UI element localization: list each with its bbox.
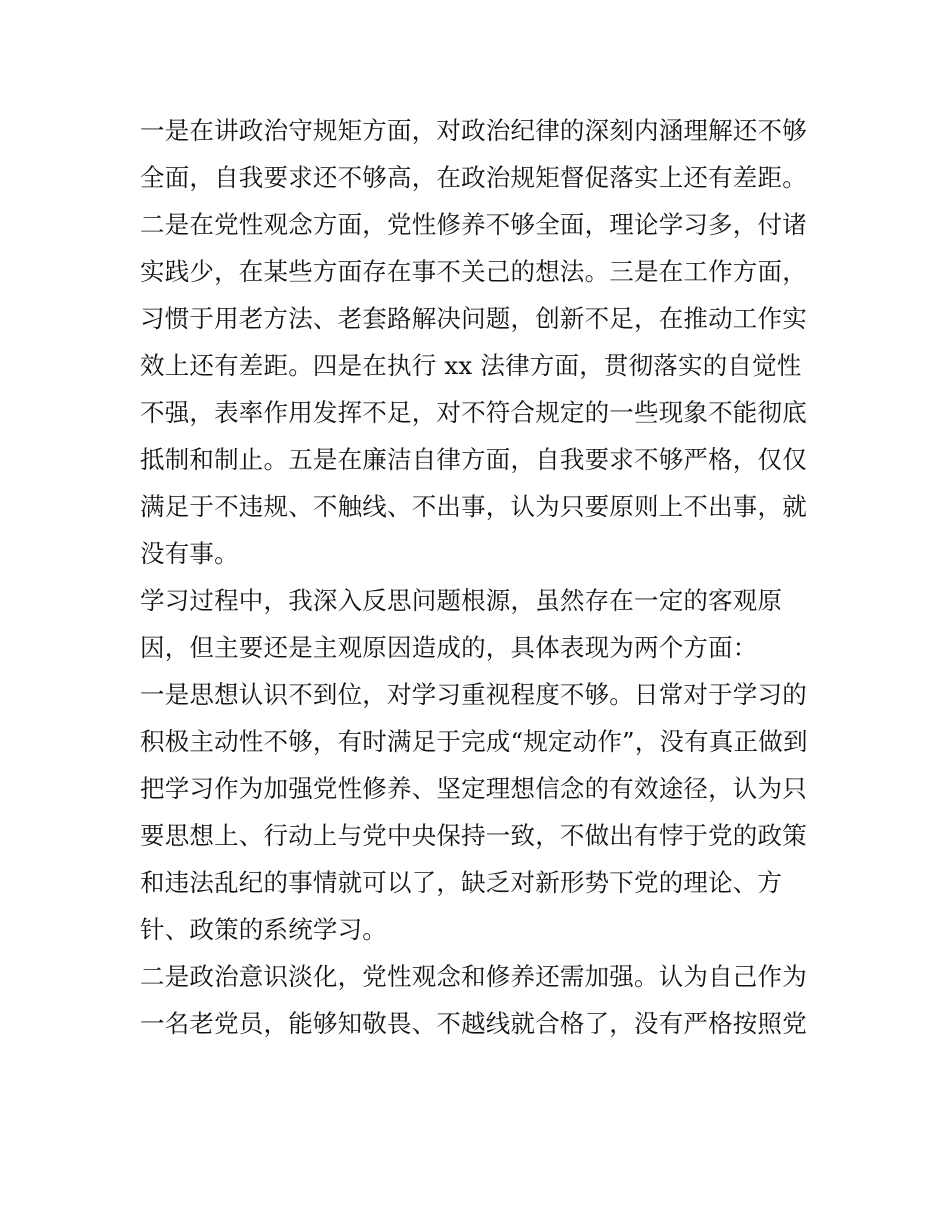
text-line: 没有事。: [140, 539, 239, 568]
text-line: 习惯于用老方法、老套路解决问题，创新不足，在推动工作实: [140, 304, 807, 333]
text-line: 二是政治意识淡化，党性观念和修养还需加强。认为自己作为: [140, 962, 807, 991]
text-line: 和违法乱纪的事情就可以了，缺乏对新形势下党的理论、方: [140, 868, 783, 897]
text-line: 一是在讲政治守规矩方面，对政治纪律的深刻内涵理解还不够: [140, 116, 807, 145]
text-line: 实践少，在某些方面存在事不关己的想法。三是在工作方面，: [140, 257, 807, 286]
text-line: 要思想上、行动上与党中央保持一致，不做出有悖于党的政策: [140, 821, 807, 850]
text-line: 积极主动性不够，有时满足于完成“规定动作”，没有真正做到: [140, 727, 808, 756]
text-line: 满足于不违规、不触线、不出事，认为只要原则上不出事，就: [140, 492, 807, 521]
text-line: 一名老党员，能够知敬畏、不越线就合格了，没有严格按照党: [140, 1009, 807, 1038]
text-line: 针、政策的系统学习。: [140, 915, 387, 944]
text-line: 效上还有差距。四是在执行 xx 法律方面，贯彻落实的自觉性: [140, 351, 802, 380]
text-line: 把学习作为加强党性修养、坚定理想信念的有效途径，认为只: [140, 774, 807, 803]
text-line: 因，但主要还是主观原因造成的，具体表现为两个方面：: [140, 633, 758, 662]
text-line: 一是思想认识不到位，对学习重视程度不够。日常对于学习的: [140, 680, 807, 709]
text-line: 全面，自我要求还不够高，在政治规矩督促落实上还有差距。: [140, 163, 807, 192]
text-line: 二是在党性观念方面，党性修养不够全面，理论学习多，付诸: [140, 210, 807, 239]
text-line: 学习过程中，我深入反思问题根源，虽然存在一定的客观原: [140, 586, 783, 615]
text-line: 不强，表率作用发挥不足，对不符合规定的一些现象不能彻底: [140, 398, 807, 427]
document-body: [140, 107, 812, 1047]
text-line: 抵制和制止。五是在廉洁自律方面，自我要求不够严格，仅仅: [140, 445, 807, 474]
